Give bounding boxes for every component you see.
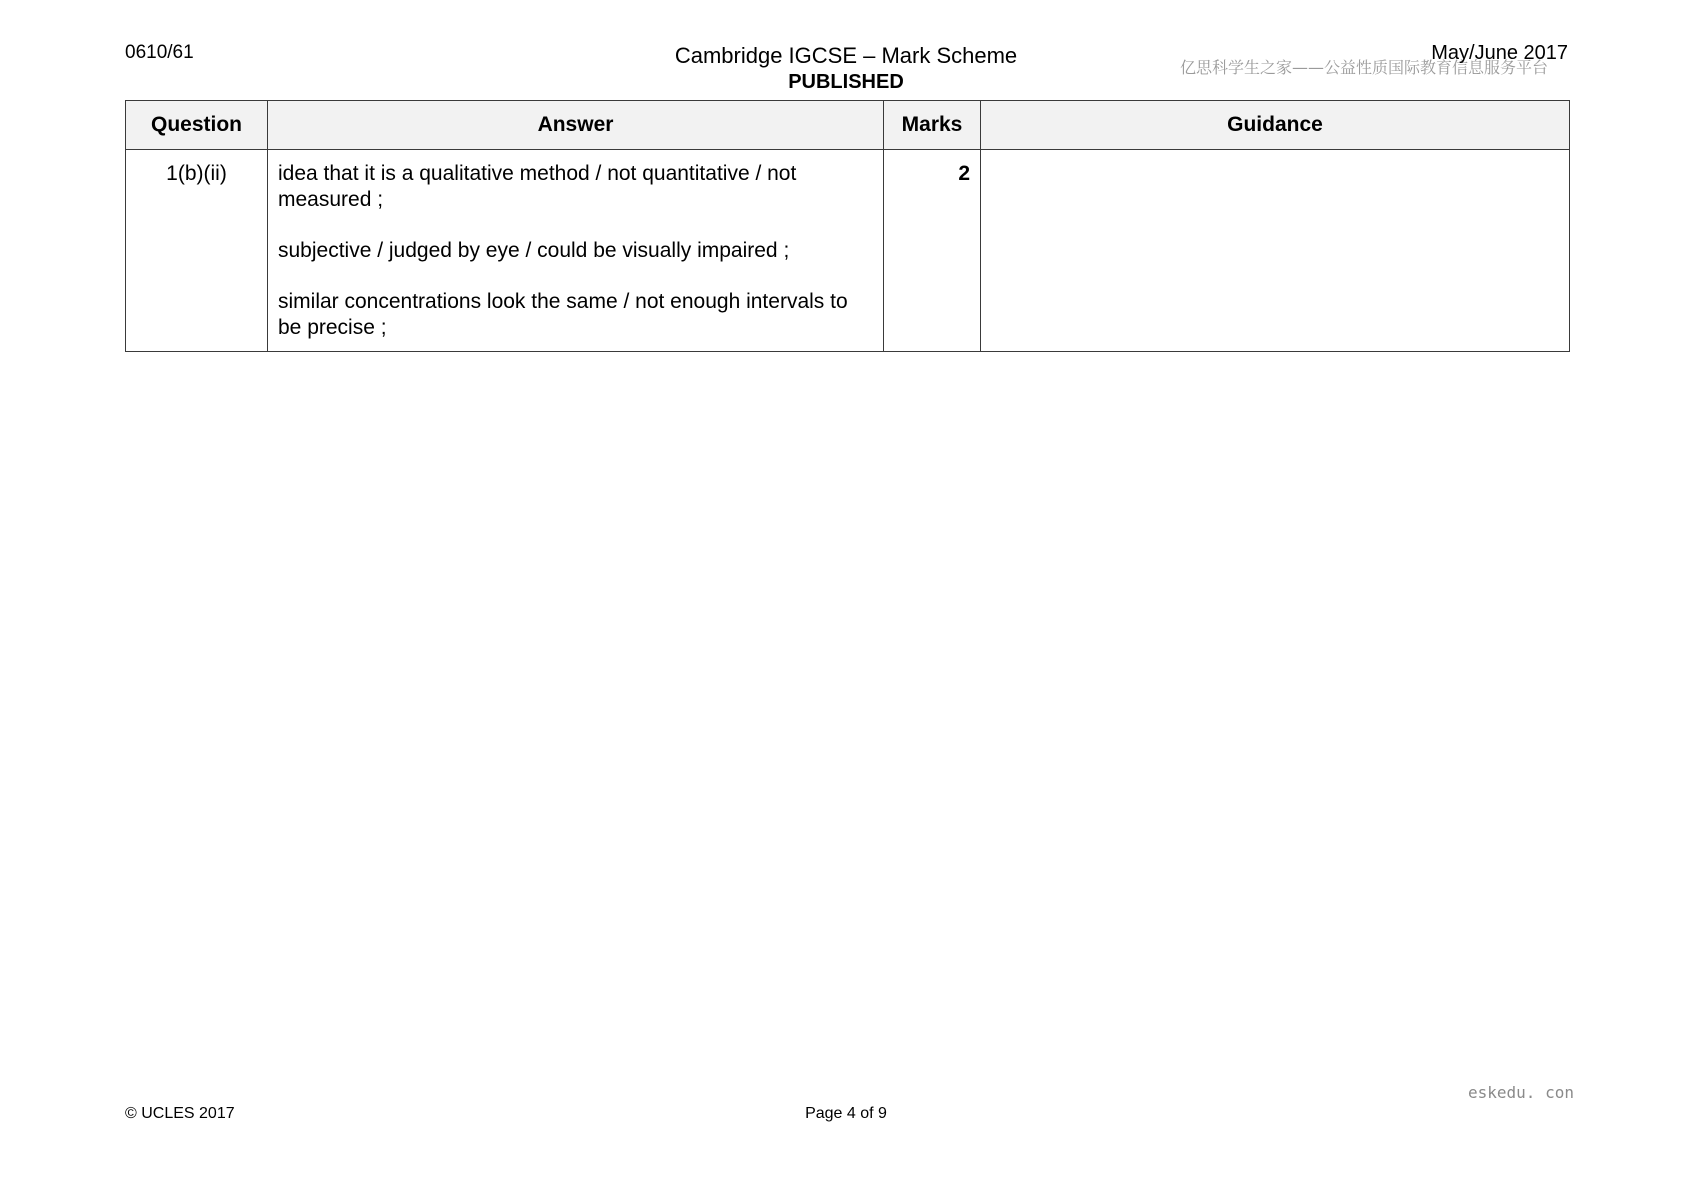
document-status: PUBLISHED <box>788 71 904 93</box>
document-code: 0610/61 <box>125 42 194 63</box>
column-header-answer: Answer <box>268 101 884 150</box>
watermark-top-text: 亿思科学生之家——公益性质国际教育信息服务平台 <box>1180 58 1549 77</box>
answer-point: idea that it is a qualitative method / not quantitative / not measured ; <box>278 162 797 211</box>
table-header-row <box>126 101 1570 150</box>
document-title: Cambridge IGCSE – Mark Scheme <box>674 43 1018 68</box>
watermark-bottom-text: eskedu. con <box>1468 1083 1574 1102</box>
marks-cell: 2 <box>884 150 981 352</box>
answer-point: subjective / judged by eye / could be visually impaired ; <box>278 239 790 262</box>
table-row <box>126 150 1570 352</box>
answer-point: similar concentrations look the same / not enough intervals to be precise ; <box>278 290 848 339</box>
copyright-notice: © UCLES 2017 <box>125 1105 235 1122</box>
page-number: Page 4 of 9 <box>805 1105 887 1122</box>
column-header-marks: Marks <box>884 101 981 150</box>
column-header-guidance: Guidance <box>981 101 1570 150</box>
document-date: May/June 2017 <box>1431 42 1568 64</box>
question-cell: 1(b)(ii) <box>126 150 268 352</box>
guidance-cell <box>981 150 1570 352</box>
column-header-question: Question <box>126 101 268 150</box>
answer-cell <box>268 150 884 352</box>
mark-scheme-table <box>125 100 1570 352</box>
